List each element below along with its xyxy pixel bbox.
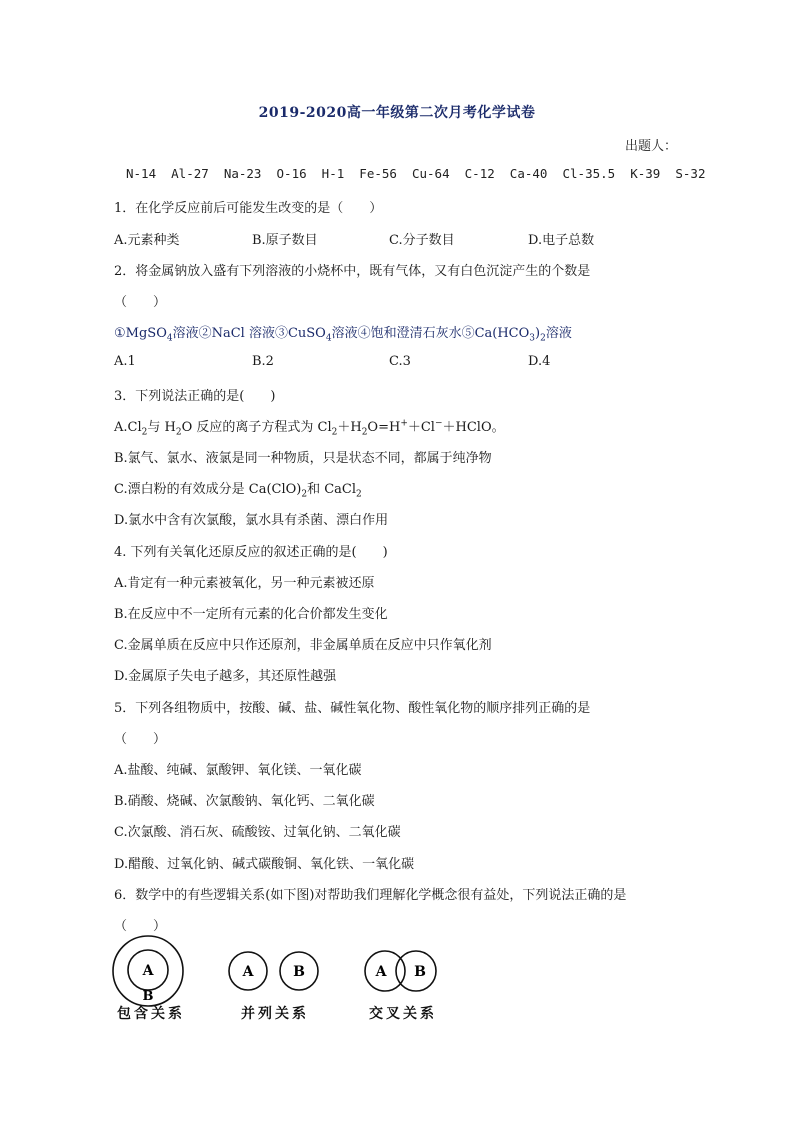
question-6-paren: （ ） [114, 919, 167, 934]
q5-option-c: C.次氯酸、消石灰、硫酸铵、过氧化钠、二氧化碳 [114, 825, 401, 840]
q2-option-a: A.1 [114, 354, 136, 369]
q5-option-d: D.醋酸、过氧化钠、碱式碳酸铜、氧化铁、一氧化碳 [114, 857, 415, 872]
intersect-label-a: A [375, 964, 387, 980]
q5-option-b: B.硝酸、烧碱、次氯酸钠、氧化钙、二氧化碳 [114, 794, 375, 809]
question-4-stem: 4. 下列有关氧化还原反应的叙述正确的是( ) [114, 545, 388, 560]
page-title: 2019-2020高一年级第二次月考化学试卷 [258, 105, 536, 121]
parallel-label-b: B [293, 964, 305, 980]
q3-option-d: D.氯水中含有次氯酸，氯水具有杀菌、漂白作用 [114, 513, 389, 528]
atomic-masses: N-14 Al-27 Na-23 O-16 H-1 Fe-56 Cu-64 C-12 Ca-40 Cl-35.5 K-39 S-32 [126, 166, 706, 181]
q2-option-c: C.3 [389, 354, 411, 369]
parallel-label-a: A [242, 964, 254, 980]
inclusion-label-a: A [142, 963, 154, 979]
question-6-stem: 6．数学中的有些逻辑关系(如下图)对帮助我们理解化学概念很有益处，下列说法正确的是 [114, 888, 627, 903]
parallel-circle-b [280, 952, 318, 990]
q2-option-d: D.4 [528, 354, 551, 369]
intersect-circle-a [365, 951, 405, 991]
q2-option-b: B.2 [252, 354, 274, 369]
q5-option-a: A.盐酸、纯碱、氯酸钾、氧化镁、一氧化碳 [114, 763, 362, 778]
q3-option-c: C.漂白粉的有效成分是 $Ca(ClO)_2$和 CaCl$_2$ [114, 482, 362, 500]
question-1-stem: 1．在化学反应前后可能发生改变的是（ ） [114, 201, 383, 216]
intersect-caption: 交叉关系 [369, 1006, 437, 1022]
q1-option-c: C.分子数目 [389, 233, 455, 248]
question-2-paren: （ ） [114, 295, 167, 310]
inclusion-caption: 包含关系 [117, 1006, 185, 1022]
inclusion-outer-circle [113, 936, 183, 1006]
inclusion-label-b: B [142, 989, 154, 1004]
author-label: 出题人： [625, 139, 678, 154]
question-5-stem: 5．下列各组物质中，按酸、碱、盐、碱性氧化物、酸性氧化物的顺序排列正确的是 [114, 701, 591, 716]
intersect-label-b: B [414, 964, 426, 980]
parallel-caption: 并列关系 [241, 1006, 309, 1022]
intersect-circle-b [396, 951, 436, 991]
q4-option-a: A.肯定有一种元素被氧化，另一种元素被还原 [114, 576, 375, 591]
q2-solution-list: ①MgSO$_4$溶液②NaCl 溶液③CuSO$_4$溶液④饱和澄清石灰水$⑤Ca(HCO_3)_2$溶液 [114, 326, 572, 344]
question-2-stem: 2．将金属钠放入盛有下列溶液的小烧杯中，既有气体，又有白色沉淀产生的个数是 [114, 264, 591, 279]
q1-option-d: D.电子总数 [528, 233, 595, 248]
question-5-paren: （ ） [114, 732, 167, 747]
q4-option-d: D.金属原子失电子越多，其还原性越强 [114, 669, 337, 684]
parallel-circle-a [229, 952, 267, 990]
q1-option-a: A.元素种类 [114, 233, 180, 248]
question-3-stem: 3．下列说法正确的是( ) [114, 389, 276, 404]
q4-option-c: C.金属单质在反应中只作还原剂，非金属单质在反应中只作氧化剂 [114, 638, 492, 653]
inclusion-inner-circle [128, 950, 168, 990]
q4-option-b: B.在反应中不一定所有元素的化合价都发生变化 [114, 607, 388, 622]
q3-option-b: B.氯气、氯水、液氯是同一种物质，只是状态不同，都属于纯净物 [114, 451, 492, 466]
q3-option-a: $A.Cl_2$与 $H_2O$ 反应的离子方程式为 $Cl_2+H_2O=H^++Cl^-+HClO$。 [114, 418, 505, 438]
q1-option-b: B.原子数目 [252, 233, 318, 248]
